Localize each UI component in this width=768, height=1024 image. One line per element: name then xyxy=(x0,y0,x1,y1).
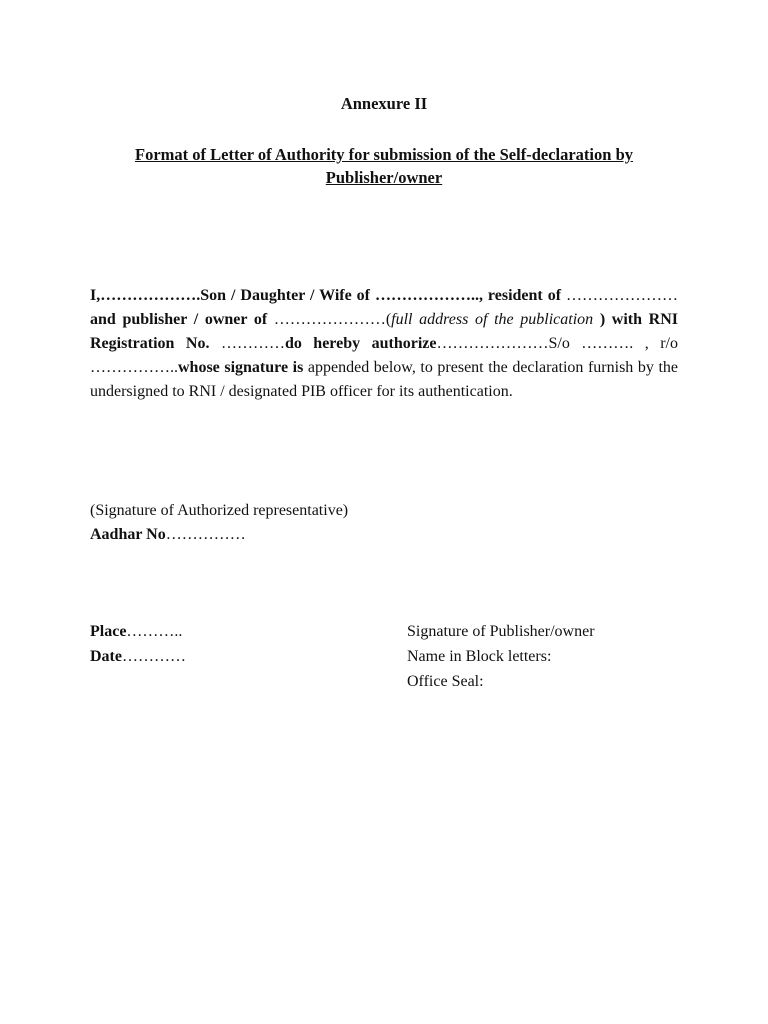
aadhar-label: Aadhar No xyxy=(90,526,166,543)
publisher-signature-block xyxy=(407,619,595,694)
place-field xyxy=(90,619,186,644)
text-segment: S/o ………. , r/o …………….. xyxy=(90,335,678,376)
place-dots: ……….. xyxy=(126,623,183,640)
text-segment: appended below, to present the declaration furnish by the undersigned to RNI / designated PIB officer for its authentication. xyxy=(90,359,678,400)
authority-paragraph xyxy=(90,284,678,404)
text-segment: ………………… xyxy=(436,335,549,352)
date-dots: ………… xyxy=(121,648,186,665)
aadhar-dots: …………… xyxy=(165,526,246,543)
date-label: Date xyxy=(90,648,122,665)
document-title: Format of Letter of Authority for submission of the Self-declaration by Publisher/owner xyxy=(134,145,633,187)
authorized-signature-block xyxy=(90,499,348,547)
text-segment: ………… xyxy=(220,335,285,352)
annexure-heading: Annexure II xyxy=(340,94,428,113)
text-segment: whose signature is xyxy=(178,359,304,376)
place-label: Place xyxy=(90,623,127,640)
text-segment: ) with RNI Registration No. xyxy=(90,311,679,352)
office-seal-label: Office Seal: xyxy=(407,673,484,690)
publisher-signature-label: Signature of Publisher/owner xyxy=(407,623,595,640)
place-date-block xyxy=(90,619,186,669)
text-segment: I,………………. xyxy=(90,287,201,304)
text-segment: Son / Daughter / Wife of xyxy=(200,287,370,304)
text-segment: ………………… xyxy=(566,287,678,304)
aadhar-field xyxy=(90,523,348,547)
text-segment: and publisher / owner of xyxy=(90,311,274,328)
text-segment: do hereby authorize xyxy=(284,335,437,352)
text-segment: …………………( xyxy=(273,311,392,328)
text-segment: ……………….., xyxy=(369,287,488,304)
block-letters-label: Name in Block letters: xyxy=(407,648,552,665)
date-field xyxy=(90,644,186,669)
authorized-signature-label: (Signature of Authorized representative) xyxy=(90,502,349,519)
text-segment: resident of xyxy=(487,287,566,304)
text-segment: full address of the publication xyxy=(391,311,594,328)
